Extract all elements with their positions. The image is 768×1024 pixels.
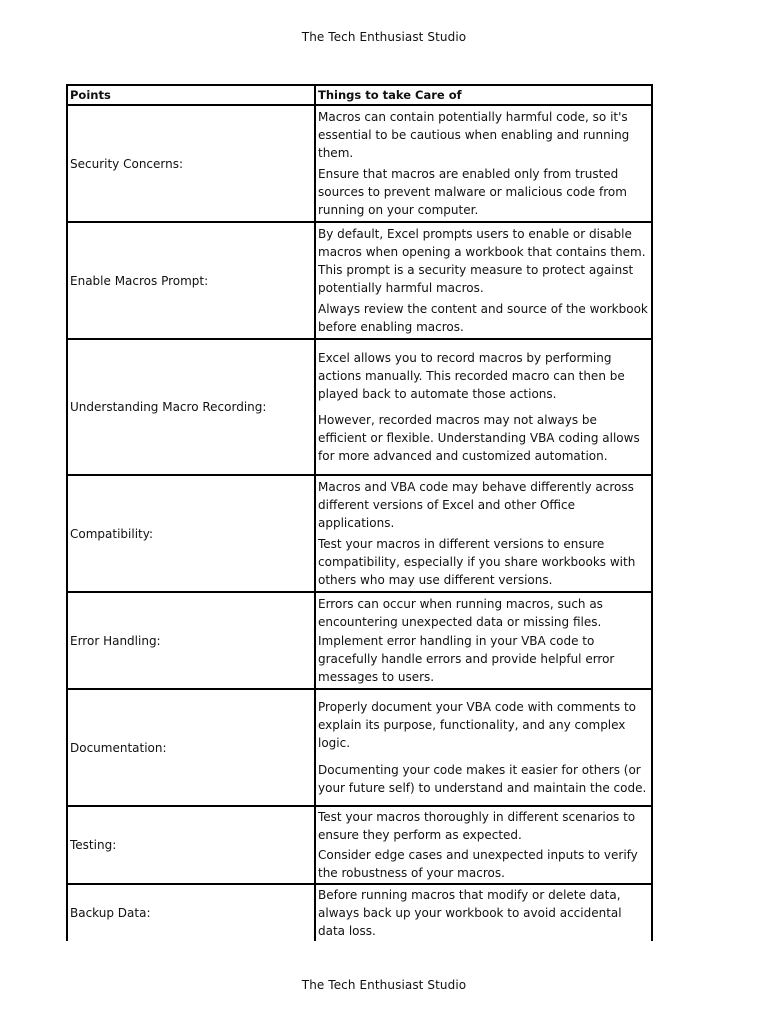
care-paragraph: Consider edge cases and unexpected inputs to verify the robustness of your macros. [318, 847, 638, 880]
column-header-points: Points [66, 86, 316, 104]
point-label: Compatibility: [66, 476, 316, 591]
point-label: Security Concerns: [66, 106, 316, 221]
table-row [66, 338, 653, 474]
care-cell [316, 340, 653, 474]
points-table [66, 84, 653, 941]
table-header-row [66, 84, 653, 104]
table-row [66, 883, 653, 941]
care-paragraph: Test your macros thoroughly in different scenarios to ensure they perform as expected. [318, 810, 636, 843]
point-label: Enable Macros Prompt: [66, 223, 316, 338]
point-label: Testing: [66, 807, 316, 883]
table-row [66, 474, 653, 591]
point-label: Backup Data: [66, 885, 316, 941]
care-paragraph: Test your macros in different versions to ensure compatibility, especially if you share workbooks with others who may use different versions. [318, 536, 636, 587]
care-paragraph: Errors can occur when running macros, such as encountering unexpected data or missing files. [318, 596, 603, 629]
page-header: The Tech Enthusiast Studio [301, 30, 467, 44]
care-paragraph: Always review the content and source of the workbook before enabling macros. [318, 301, 648, 334]
care-paragraph: Ensure that macros are enabled only from trusted sources to prevent malware or malicious code from running on your computer. [318, 166, 627, 217]
care-paragraph: Excel allows you to record macros by performing actions manually. This recorded macro can then be played back to automate those actions. [318, 350, 625, 401]
point-label: Error Handling: [66, 593, 316, 688]
care-paragraph: Documenting your code makes it easier for others (or your future self) to understand and maintain the code. [318, 762, 647, 795]
care-cell [316, 593, 653, 688]
care-paragraph: However, recorded macros may not always be efficient or flexible. Understanding VBA coding allows for more advanced and customized automation. [318, 413, 640, 464]
care-cell [316, 476, 653, 591]
table-row [66, 591, 653, 688]
page-footer: The Tech Enthusiast Studio [301, 978, 467, 992]
care-cell [316, 807, 653, 883]
care-cell [316, 223, 653, 338]
care-paragraph: By default, Excel prompts users to enable or disable macros when opening a workbook that contains them. This prompt is a security measure to protect against potentially harmful macros. [318, 227, 646, 296]
care-paragraph: Macros and VBA code may behave differently across different versions of Excel and other Office applications. [318, 480, 634, 531]
care-paragraph: Macros can contain potentially harmful code, so it's essential to be cautious when enabling and running them. [318, 110, 630, 161]
table-row [66, 221, 653, 338]
care-cell [316, 690, 653, 805]
care-paragraph: Before running macros that modify or delete data, always back up your workbook to avoid accidental data loss. [318, 888, 622, 938]
table-row [66, 104, 653, 221]
care-cell [316, 885, 653, 941]
point-label: Documentation: [66, 690, 316, 805]
care-paragraph: Properly document your VBA code with comments to explain its purpose, functionality, and any complex logic. [318, 700, 636, 751]
point-label: Understanding Macro Recording: [66, 340, 316, 474]
column-header-things-to-take-care-of: Things to take Care of [316, 86, 653, 104]
care-paragraph: Implement error handling in your VBA code to gracefully handle errors and provide helpful error messages to users. [318, 634, 615, 685]
table-row [66, 805, 653, 883]
care-cell [316, 106, 653, 221]
table-row [66, 688, 653, 805]
